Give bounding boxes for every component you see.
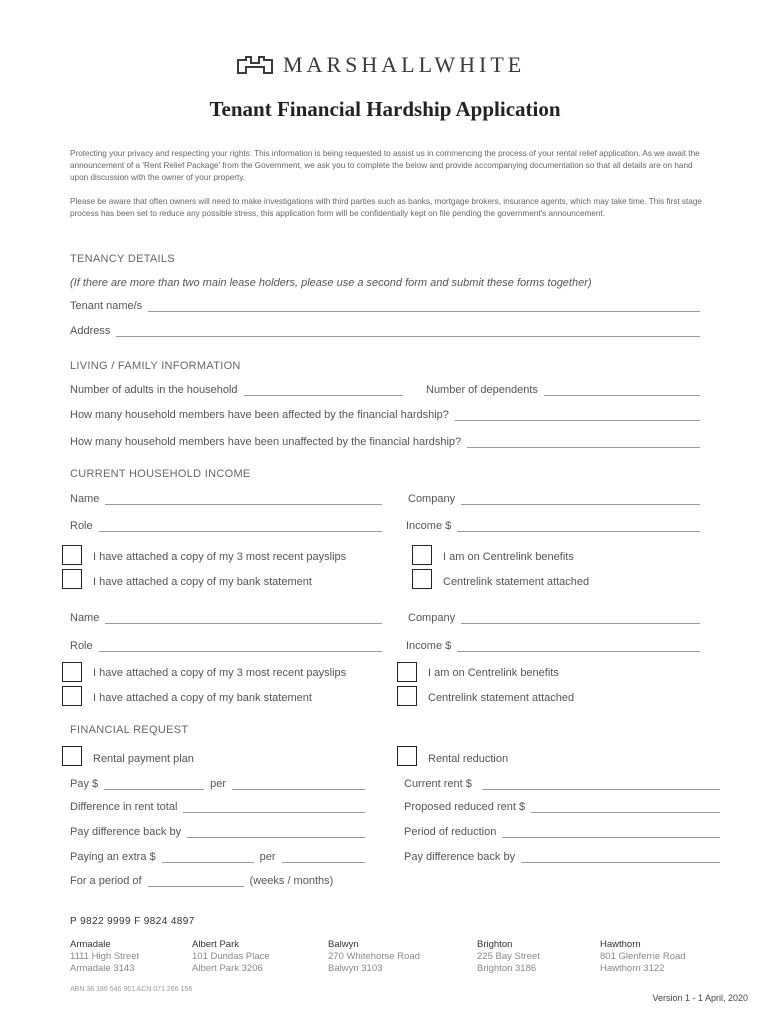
office-street: 270 Whitehorse Road bbox=[328, 951, 420, 962]
tenant-name-row bbox=[70, 300, 700, 312]
intro-paragraph-2: Please be aware that often owners will need to make investigations with third parties such as banks, mortgage brokers, insurance agents, which may take time. This first stage process has been set to reduce any possible stress, this application form will be confidentially kept on file pending the government's announcement. bbox=[70, 197, 702, 218]
income1-income-row bbox=[406, 520, 700, 532]
difference-row bbox=[70, 801, 365, 813]
rental-reduction-checkbox[interactable] bbox=[397, 746, 417, 766]
rental-plan-label: Rental payment plan bbox=[93, 753, 194, 765]
living-heading: LIVING / FAMILY INFORMATION bbox=[70, 360, 241, 372]
income2-centrelink-statement-label: Centrelink statement attached bbox=[428, 692, 575, 704]
income2-bank-label: I have attached a copy of my bank statement bbox=[93, 692, 312, 704]
difference-field[interactable] bbox=[183, 803, 365, 813]
income2-income-label: Income $ bbox=[406, 640, 452, 652]
brand-logo bbox=[237, 52, 525, 78]
income1-role-field[interactable] bbox=[99, 522, 382, 532]
tenancy-note: (If there are more than two main lease holders, please use a second form and submit these forms together) bbox=[70, 277, 592, 289]
income2-income-row bbox=[406, 640, 700, 652]
income1-role-row bbox=[70, 520, 382, 532]
income1-name-row bbox=[70, 493, 382, 505]
income1-income-label: Income $ bbox=[406, 520, 452, 532]
tenant-name-field[interactable] bbox=[148, 302, 700, 312]
footer-phone: P 9822 9999 F 9824 4897 bbox=[70, 916, 195, 927]
dependents-field[interactable] bbox=[544, 386, 700, 396]
address-field[interactable] bbox=[116, 327, 700, 337]
office-balwyn bbox=[328, 939, 420, 975]
abn-acn: ABN 36 186 546 961 ACN 071 266 156 bbox=[70, 986, 193, 993]
income2-company-row bbox=[408, 612, 700, 624]
income2-role-row bbox=[70, 640, 382, 652]
income1-centrelink-checkbox[interactable] bbox=[412, 545, 432, 565]
income1-name-label: Name bbox=[70, 493, 100, 505]
office-brighton bbox=[477, 939, 540, 975]
office-name: Balwyn bbox=[328, 939, 359, 950]
office-name: Brighton bbox=[477, 939, 513, 950]
office-street: 801 Glenferrie Road bbox=[600, 951, 686, 962]
pay-back-by-row bbox=[404, 851, 720, 863]
period-of-row bbox=[70, 875, 370, 887]
period-of-label: For a period of bbox=[70, 875, 142, 887]
income2-name-label: Name bbox=[70, 612, 100, 624]
income1-centrelink-statement-checkbox[interactable] bbox=[412, 569, 432, 589]
income1-company-label: Company bbox=[408, 493, 456, 505]
income1-bank-label: I have attached a copy of my bank statement bbox=[93, 576, 312, 588]
pay-back-by-label: Pay difference back by bbox=[404, 851, 516, 863]
tenant-name-label: Tenant name/s bbox=[70, 300, 143, 312]
office-suburb: Armadale 3143 bbox=[70, 963, 135, 974]
unaffected-label: How many household members have been unaffected by the financial hardship? bbox=[70, 436, 462, 448]
address-row bbox=[70, 325, 700, 337]
rental-plan-checkbox[interactable] bbox=[62, 746, 82, 766]
paying-extra-label: Paying an extra $ bbox=[70, 851, 156, 863]
period-field[interactable] bbox=[502, 828, 720, 838]
income2-role-label: Role bbox=[70, 640, 93, 652]
income1-company-row bbox=[408, 493, 700, 505]
income1-bank-checkbox[interactable] bbox=[62, 569, 82, 589]
income2-centrelink-label: I am on Centrelink benefits bbox=[428, 667, 559, 679]
income2-company-field[interactable] bbox=[461, 614, 700, 624]
office-name: Armadale bbox=[70, 939, 111, 950]
income2-centrelink-checkbox[interactable] bbox=[397, 662, 417, 682]
income1-role-label: Role bbox=[70, 520, 93, 532]
difference-label: Difference in rent total bbox=[70, 801, 178, 813]
affected-row bbox=[70, 409, 700, 421]
income1-income-field[interactable] bbox=[457, 522, 700, 532]
affected-field[interactable] bbox=[455, 411, 700, 421]
income1-payslips-label: I have attached a copy of my 3 most recent payslips bbox=[93, 551, 347, 563]
office-suburb: Hawthorn 3122 bbox=[600, 963, 665, 974]
office-name: Hawthorn bbox=[600, 939, 641, 950]
income1-centrelink-label: I am on Centrelink benefits bbox=[443, 551, 574, 563]
version-label: Version 1 - 1 April, 2020 bbox=[652, 993, 748, 1003]
income1-company-field[interactable] bbox=[461, 495, 700, 505]
proposed-field[interactable] bbox=[531, 803, 720, 813]
affected-label: How many household members have been affected by the financial hardship? bbox=[70, 409, 449, 421]
pay-period-field[interactable] bbox=[232, 780, 365, 790]
period-row bbox=[404, 826, 720, 838]
office-street: 101 Dundas Place bbox=[192, 951, 270, 962]
period-label: Period of reduction bbox=[404, 826, 497, 838]
income2-payslips-checkbox[interactable] bbox=[62, 662, 82, 682]
current-rent-label: Current rent $ bbox=[404, 778, 472, 790]
office-name: Albert Park bbox=[192, 939, 239, 950]
pay-label: Pay $ bbox=[70, 778, 99, 790]
proposed-label: Proposed reduced rent $ bbox=[404, 801, 526, 813]
address-label: Address bbox=[70, 325, 111, 337]
income2-payslips-label: I have attached a copy of my 3 most recent payslips bbox=[93, 667, 347, 679]
office-street: 225 Bay Street bbox=[477, 951, 540, 962]
current-rent-row bbox=[404, 778, 720, 790]
unaffected-row bbox=[70, 436, 700, 448]
income2-bank-checkbox[interactable] bbox=[62, 686, 82, 706]
castle-logo-icon bbox=[237, 56, 273, 74]
financial-heading: FINANCIAL REQUEST bbox=[70, 724, 189, 736]
pay-back-label: Pay difference back by bbox=[70, 826, 182, 838]
income2-centrelink-statement-checkbox[interactable] bbox=[397, 686, 417, 706]
pay-row bbox=[70, 778, 365, 790]
income2-name-row bbox=[70, 612, 382, 624]
office-street: 1111 High Street bbox=[70, 951, 140, 962]
brand-name: MARSHALLWHITE bbox=[283, 52, 526, 77]
income2-income-field[interactable] bbox=[457, 642, 700, 652]
pay-amount-field[interactable] bbox=[104, 780, 204, 790]
pay-back-by-field[interactable] bbox=[521, 853, 720, 863]
paying-extra-field[interactable] bbox=[162, 853, 254, 863]
office-suburb: Brighton 3186 bbox=[477, 963, 537, 974]
per-label: per bbox=[210, 778, 227, 790]
office-hawthorn bbox=[600, 939, 686, 975]
income1-name-field[interactable] bbox=[105, 495, 382, 505]
weeks-months-label: (weeks / months) bbox=[249, 875, 334, 887]
paying-extra-per-label: per bbox=[259, 851, 276, 863]
office-suburb: Balwyn 3103 bbox=[328, 963, 383, 974]
current-rent-field[interactable] bbox=[482, 780, 720, 790]
adults-field[interactable] bbox=[244, 386, 403, 396]
office-armadale bbox=[70, 939, 139, 975]
dependents-row bbox=[426, 384, 700, 396]
period-of-field[interactable] bbox=[148, 877, 244, 887]
dependents-label: Number of dependents bbox=[426, 384, 538, 396]
pay-back-field[interactable] bbox=[187, 828, 365, 838]
income2-company-label: Company bbox=[408, 612, 456, 624]
proposed-row bbox=[404, 801, 720, 813]
adults-label: Number of adults in the household bbox=[70, 384, 238, 396]
adults-row bbox=[70, 384, 403, 396]
unaffected-field[interactable] bbox=[467, 438, 700, 448]
income1-centrelink-statement-label: Centrelink statement attached bbox=[443, 576, 590, 588]
tenancy-heading: TENANCY DETAILS bbox=[70, 253, 175, 265]
page-title: Tenant Financial Hardship Application bbox=[209, 97, 561, 121]
rental-reduction-label: Rental reduction bbox=[428, 753, 509, 765]
income1-payslips-checkbox[interactable] bbox=[62, 545, 82, 565]
pay-back-row bbox=[70, 826, 365, 838]
paying-extra-period-field[interactable] bbox=[282, 853, 365, 863]
income2-role-field[interactable] bbox=[99, 642, 382, 652]
office-albert-park bbox=[192, 939, 270, 975]
intro-paragraph-1: Protecting your privacy and respecting your rights: This information is being requested to assist us in commencing the process of your rental relief application. As we await the announcement of a 'Rent Relief Package' from the Government, we ask you to complete the below and provide accompanying documentation so that all details are on hand upon discussion with the owner of your property. bbox=[70, 149, 700, 182]
income2-name-field[interactable] bbox=[105, 614, 382, 624]
income-heading: CURRENT HOUSEHOLD INCOME bbox=[70, 468, 251, 480]
paying-extra-row bbox=[70, 851, 365, 863]
office-suburb: Albert Park 3206 bbox=[192, 963, 263, 974]
